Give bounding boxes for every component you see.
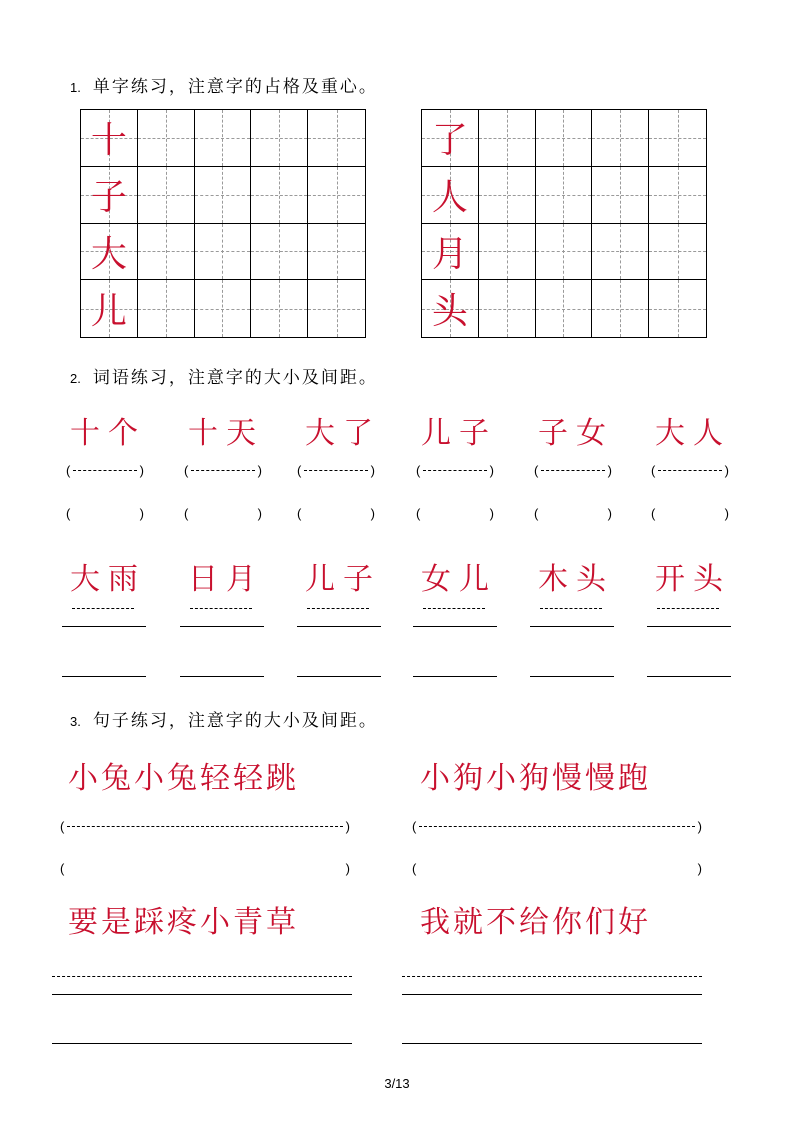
section1-title: 单字练习，注意字的占格及重心。	[92, 77, 378, 97]
grid-cell[interactable]	[138, 280, 195, 337]
sentence-3: 要是踩疼小青草	[68, 905, 299, 940]
grid-cell[interactable]	[308, 110, 365, 167]
grid-cell[interactable]	[138, 167, 195, 224]
grid-cell[interactable]	[479, 280, 536, 337]
word: 十天	[188, 416, 264, 451]
paren-close: )	[607, 505, 612, 521]
grid-cell[interactable]	[138, 110, 195, 167]
word-line	[647, 676, 731, 677]
grid-cell[interactable]	[81, 224, 138, 281]
grid-cell[interactable]	[649, 280, 706, 337]
paren-open: (	[184, 505, 189, 521]
dotted-guide	[419, 826, 694, 827]
paren-close: )	[489, 462, 494, 478]
pinyin-answer-dotted[interactable]	[297, 462, 375, 478]
word-line	[62, 676, 146, 677]
sentence-line-right-1	[402, 994, 702, 995]
word: 儿子	[305, 562, 381, 597]
sentence-line-left-2	[52, 1043, 352, 1044]
grid-cell[interactable]	[479, 224, 536, 281]
dotted-guide	[423, 470, 486, 471]
grid-cell[interactable]	[251, 167, 308, 224]
grid-cell[interactable]	[649, 110, 706, 167]
word-line	[297, 676, 381, 677]
grid-cell[interactable]	[592, 280, 649, 337]
word-line	[180, 626, 264, 627]
paren-close: )	[257, 505, 262, 521]
paren-open: (	[534, 505, 539, 521]
grid-cell[interactable]	[479, 110, 536, 167]
model-character: 大	[90, 233, 127, 275]
paren-open: (	[60, 818, 65, 834]
paren-close: )	[489, 505, 494, 521]
grid-cell[interactable]	[81, 167, 138, 224]
word-line	[62, 626, 146, 627]
word: 十个	[70, 416, 146, 451]
word: 大人	[655, 416, 731, 451]
word-line	[413, 676, 497, 677]
grid-cell[interactable]	[195, 280, 252, 337]
dotted-guide	[73, 470, 136, 471]
paren-close: )	[139, 462, 144, 478]
paren-open: (	[60, 860, 65, 876]
paren-open: (	[297, 505, 302, 521]
pinyin-answer-blank[interactable]	[416, 505, 494, 521]
word-line	[530, 676, 614, 677]
word-line	[413, 626, 497, 627]
grid-cell[interactable]	[592, 110, 649, 167]
word-line	[530, 626, 614, 627]
pinyin-answer-blank[interactable]	[651, 505, 729, 521]
grid-cell[interactable]	[138, 224, 195, 281]
sentence-line-right-2	[402, 1043, 702, 1044]
word-dashed-line	[307, 608, 369, 609]
grid-cell[interactable]	[536, 224, 593, 281]
paren-close: )	[724, 462, 729, 478]
pinyin-answer-dotted[interactable]	[416, 462, 494, 478]
paren-open: (	[416, 505, 421, 521]
word-dashed-line	[423, 608, 485, 609]
model-character: 子	[90, 177, 127, 219]
section2-number: 2.	[70, 371, 81, 386]
grid-cell[interactable]	[251, 110, 308, 167]
grid-cell[interactable]	[81, 110, 138, 167]
grid-cell[interactable]	[422, 224, 479, 281]
pinyin-answer-blank[interactable]	[297, 505, 375, 521]
pinyin-answer-dotted[interactable]	[534, 462, 612, 478]
paren-close: )	[345, 860, 350, 876]
practice-grid-right	[421, 109, 707, 338]
grid-cell[interactable]	[649, 224, 706, 281]
paren-open: (	[651, 505, 656, 521]
word: 开头	[655, 562, 731, 597]
sentence-dashed-line-right	[402, 976, 702, 977]
sentence-answer-dotted[interactable]	[412, 818, 702, 834]
sentence-2: 小狗小狗慢慢跑	[420, 761, 651, 796]
pinyin-answer-dotted[interactable]	[651, 462, 729, 478]
model-character: 十	[90, 120, 127, 162]
pinyin-answer-dotted[interactable]	[184, 462, 262, 478]
grid-cell[interactable]	[308, 224, 365, 281]
pinyin-answer-blank[interactable]	[534, 505, 612, 521]
paren-open: (	[66, 462, 71, 478]
grid-cell[interactable]	[422, 110, 479, 167]
grid-cell[interactable]	[195, 110, 252, 167]
dotted-guide	[191, 470, 254, 471]
sentence-line-left-1	[52, 994, 352, 995]
grid-cell[interactable]	[649, 167, 706, 224]
sentence-4: 我就不给你们好	[420, 905, 651, 940]
paren-close: )	[697, 818, 702, 834]
section3-number: 3.	[70, 714, 81, 729]
grid-cell[interactable]	[536, 110, 593, 167]
section3-heading	[70, 706, 378, 731]
grid-cell[interactable]	[195, 167, 252, 224]
word: 儿子	[421, 416, 497, 451]
paren-close: )	[370, 505, 375, 521]
word-dashed-line	[190, 608, 252, 609]
model-character: 儿	[90, 291, 127, 333]
grid-cell[interactable]	[422, 167, 479, 224]
grid-cell[interactable]	[308, 280, 365, 337]
grid-cell[interactable]	[251, 280, 308, 337]
grid-cell[interactable]	[536, 167, 593, 224]
word: 日月	[188, 562, 264, 597]
section2-title: 词语练习，注意字的大小及间距。	[92, 368, 378, 388]
grid-cell[interactable]	[195, 224, 252, 281]
paren-close: )	[139, 505, 144, 521]
word-line	[297, 626, 381, 627]
grid-cell[interactable]	[592, 167, 649, 224]
word-dashed-line	[72, 608, 134, 609]
pinyin-answer-blank[interactable]	[66, 505, 144, 521]
section3-title: 句子练习，注意字的大小及间距。	[92, 711, 378, 731]
practice-grid-left	[80, 109, 366, 338]
grid-cell[interactable]	[422, 280, 479, 337]
word: 大雨	[70, 562, 146, 597]
sentence-1: 小兔小兔轻轻跳	[68, 761, 299, 796]
pinyin-answer-dotted[interactable]	[66, 462, 144, 478]
word: 子女	[538, 416, 614, 451]
section2-heading	[70, 363, 378, 388]
grid-cell[interactable]	[308, 167, 365, 224]
paren-close: )	[370, 462, 375, 478]
model-character: 月	[431, 233, 468, 275]
grid-cell[interactable]	[536, 280, 593, 337]
dotted-guide	[658, 470, 721, 471]
paren-open: (	[534, 462, 539, 478]
section1-heading	[70, 72, 378, 97]
paren-open: (	[184, 462, 189, 478]
model-character: 了	[431, 120, 468, 162]
paren-close: )	[257, 462, 262, 478]
paren-open: (	[66, 505, 71, 521]
grid-cell[interactable]	[479, 167, 536, 224]
sentence-dashed-line-left	[52, 976, 352, 977]
page-number: 3/13	[384, 1076, 410, 1091]
word-dashed-line	[540, 608, 602, 609]
word: 大了	[305, 416, 381, 451]
sentence-answer-dotted[interactable]	[60, 818, 350, 834]
paren-open: (	[416, 462, 421, 478]
word: 木头	[538, 562, 614, 597]
model-character: 头	[431, 291, 468, 333]
paren-close: )	[724, 505, 729, 521]
paren-close: )	[697, 860, 702, 876]
grid-cell[interactable]	[592, 224, 649, 281]
pinyin-answer-blank[interactable]	[184, 505, 262, 521]
grid-cell[interactable]	[81, 280, 138, 337]
word: 女儿	[421, 562, 497, 597]
word-line	[180, 676, 264, 677]
section1-number: 1.	[70, 80, 81, 95]
dotted-guide	[67, 826, 342, 827]
dotted-guide	[541, 470, 604, 471]
word-dashed-line	[657, 608, 719, 609]
model-character: 人	[431, 177, 468, 219]
paren-open: (	[297, 462, 302, 478]
word-line	[647, 626, 731, 627]
sentence-answer-blank[interactable]	[60, 860, 350, 876]
paren-open: (	[412, 860, 417, 876]
paren-open: (	[651, 462, 656, 478]
paren-close: )	[345, 818, 350, 834]
paren-open: (	[412, 818, 417, 834]
paren-close: )	[607, 462, 612, 478]
dotted-guide	[304, 470, 367, 471]
sentence-answer-blank[interactable]	[412, 860, 702, 876]
grid-cell[interactable]	[251, 224, 308, 281]
